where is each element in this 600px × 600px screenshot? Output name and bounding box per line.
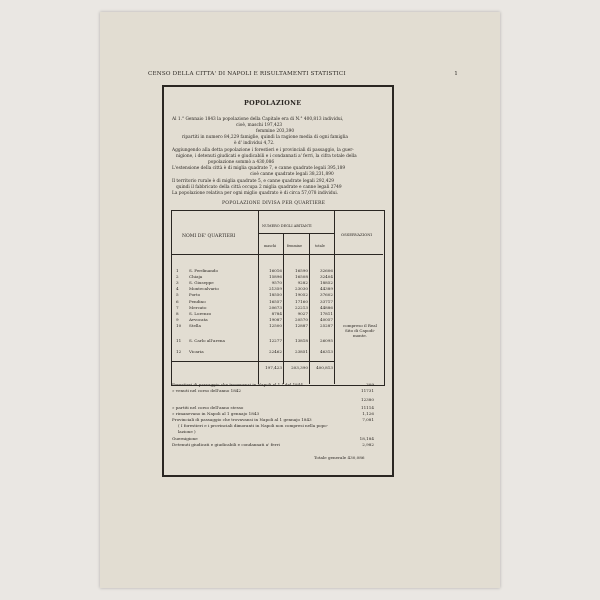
males-value: 22462 xyxy=(268,349,282,354)
row-number: 11 xyxy=(176,338,182,343)
intro-line: cioè, maschi 197,423 xyxy=(236,123,283,128)
males-value: 21359 xyxy=(268,286,282,291)
quarter-name: Chiaja xyxy=(189,274,203,279)
females-value: 13818 xyxy=(294,338,308,343)
col-header-names: NOMI DE' QUARTIERI xyxy=(182,234,236,239)
females-value: 22213 xyxy=(294,305,308,310)
females-value: 16590 xyxy=(294,268,308,273)
section-title: POPOLAZIONE xyxy=(244,99,302,107)
footer-value: 309 xyxy=(366,382,374,387)
males-value: 12277 xyxy=(268,338,282,343)
footer-text: Guernigione xyxy=(172,436,198,441)
footer-value: 11731 xyxy=(360,388,374,393)
intro-line: La popolazione relativa per ogni miglio quadrato è di circa 57,078 individui. xyxy=(172,191,339,196)
running-title: CENSO DELLA CITTA' DI NAPOLI E RISULTAMENTI STATISTICI xyxy=(148,71,346,77)
females-value: 9282 xyxy=(297,280,308,285)
intro-line: Aggiungendo alla detta popolazione i forestieri e i provinciali di passaggio, la guer- xyxy=(172,148,354,153)
footer-value: 2,982 xyxy=(362,442,374,447)
col-header-f: femmine xyxy=(287,244,302,248)
total-f: 203,390 xyxy=(291,365,308,370)
row-number: 12 xyxy=(176,349,182,354)
row-number: 4 xyxy=(176,286,179,291)
total-value: 32606 xyxy=(319,268,333,273)
footer-text: ( I forestieri e i provinciali dimoranti in Napoli non compresi nella popo- xyxy=(178,423,329,428)
row-number: 1 xyxy=(176,268,179,273)
footer-text: Totale generale 430,086 xyxy=(314,455,365,460)
females-value: 19052 xyxy=(294,292,308,297)
row-number: 10 xyxy=(176,323,182,328)
footer-value: 1,126 xyxy=(362,411,374,416)
intro-line: cioè canne quadrate legali 38,231,890 xyxy=(250,172,334,177)
quarter-name: S. Ferdinando xyxy=(189,268,218,273)
row-number: 8 xyxy=(176,311,179,316)
total-value: 32404 xyxy=(319,274,333,279)
row-number: 5 xyxy=(176,292,179,297)
footer-value: 11114 xyxy=(360,405,374,410)
total-value: 46313 xyxy=(319,349,333,354)
males-value: 15896 xyxy=(268,274,282,279)
quarter-name: S. Carlo all'arena xyxy=(189,338,225,343)
females-value: 9027 xyxy=(297,311,308,316)
females-value: 12887 xyxy=(294,323,308,328)
intro-line: nigione, i detenuti giudicati e giudicabili e i condannati a' ferri, la cifra totale della xyxy=(176,154,357,159)
footer-text: Provinciali di passaggio che trovavansi in Napoli al 1 gennajo 1843 xyxy=(172,417,312,422)
quarter-name: Pendino xyxy=(189,299,206,304)
running-header xyxy=(148,71,458,77)
quarter-name: S. Lorenzo xyxy=(189,311,212,316)
quarter-name: Vicaria xyxy=(189,349,204,354)
footer-value: 12380 xyxy=(360,397,374,402)
males-value: 12500 xyxy=(268,323,282,328)
total-m: 197,423 xyxy=(265,365,282,370)
females-value: 20570 xyxy=(294,317,308,322)
females-value: 23030 xyxy=(294,286,308,291)
males-value: 16016 xyxy=(268,268,282,273)
males-value: 18550 xyxy=(268,292,282,297)
females-value: 23851 xyxy=(294,349,308,354)
quarter-name: Porto xyxy=(189,292,201,297)
males-value: 20673 xyxy=(268,305,282,310)
col-header-t: totale xyxy=(315,244,325,248)
intro-line: Al 1.° Gennaio 1843 la popolazione della Capitale era di N.° 400,813 individui, xyxy=(172,117,344,122)
col-header-obs: OSSERVAZIONI xyxy=(341,232,373,237)
intro-line: quindi il fabbricato della città occupa 2 miglia quadrate e canne legali 2749 xyxy=(176,185,342,190)
total-value: 18852 xyxy=(319,280,333,285)
intro-line: popolazione sommò a 430,086 xyxy=(208,160,275,165)
intro-line: è d' individui 4,72. xyxy=(234,141,275,146)
footer-text: » venuti nel corso dell'anno 1842 xyxy=(172,388,242,393)
row-number: 3 xyxy=(176,280,179,285)
footer-text: lazione ) xyxy=(178,429,196,434)
total-value: 26095 xyxy=(319,338,333,343)
total-value: 44389 xyxy=(319,286,333,291)
page-number: 1 xyxy=(454,71,458,77)
total-value: 37602 xyxy=(319,292,333,297)
intro-line: L'estensione della città è di miglia quadrate 7, e canne quadrate legali 395,189 xyxy=(172,166,346,171)
total-value: 25287 xyxy=(319,323,333,328)
footer-text: Forestieri di passaggio che trovavansi in Napoli al 1.° del 1844 xyxy=(172,382,303,387)
col-header-group: NUMERO DEGLI ABITANTI xyxy=(262,224,312,228)
intro-line: femmine 203,390 xyxy=(256,129,295,134)
males-value: 19087 xyxy=(268,317,282,322)
footer-text: » partiti nel corso dell'anno stesso xyxy=(172,405,244,410)
footer-value: 18,184 xyxy=(359,436,374,441)
footer-text: » rimanevano in Napoli al 1 gennajo 1843 xyxy=(172,411,260,416)
total-value: 40057 xyxy=(319,317,333,322)
quarter-name: Montecalvario xyxy=(189,286,219,291)
row-number: 2 xyxy=(176,274,179,279)
total-value: 33717 xyxy=(319,299,333,304)
intro-line: ripartiti in numero 84,229 famiglie, quindi la ragione media di ogni famiglia xyxy=(182,135,348,140)
females-value: 17160 xyxy=(294,299,308,304)
females-value: 16508 xyxy=(294,274,308,279)
males-value: 8784 xyxy=(271,311,282,316)
row-number: 6 xyxy=(176,299,179,304)
quarter-name: S. Giuseppe xyxy=(189,280,214,285)
intro-line: Il territorio rurale è di miglia quadrate 5, e canne quadrate legali 292,429 xyxy=(172,179,334,184)
total-t: 400,813 xyxy=(316,365,333,370)
col-header-m: maschi xyxy=(264,244,277,248)
males-value: 9570 xyxy=(271,280,282,285)
table-title: POPOLAZIONE DIVISA PER QUARTIERE xyxy=(222,201,326,206)
quarter-name: Mercato xyxy=(189,305,207,310)
observation-note: compreso il Real Sito di Capodi-monte. xyxy=(343,323,377,338)
total-value: 44886 xyxy=(319,305,333,310)
footer-text: Detenuti giudicati e giudicabili e condannati a' ferri xyxy=(172,442,280,447)
quarter-name: Avvocata xyxy=(189,317,208,322)
males-value: 16557 xyxy=(268,299,282,304)
total-value: 17811 xyxy=(319,311,333,316)
row-number: 7 xyxy=(176,305,179,310)
quarter-name: Stella xyxy=(189,323,201,328)
footer-value: 7,081 xyxy=(362,417,374,422)
row-number: 9 xyxy=(176,317,179,322)
